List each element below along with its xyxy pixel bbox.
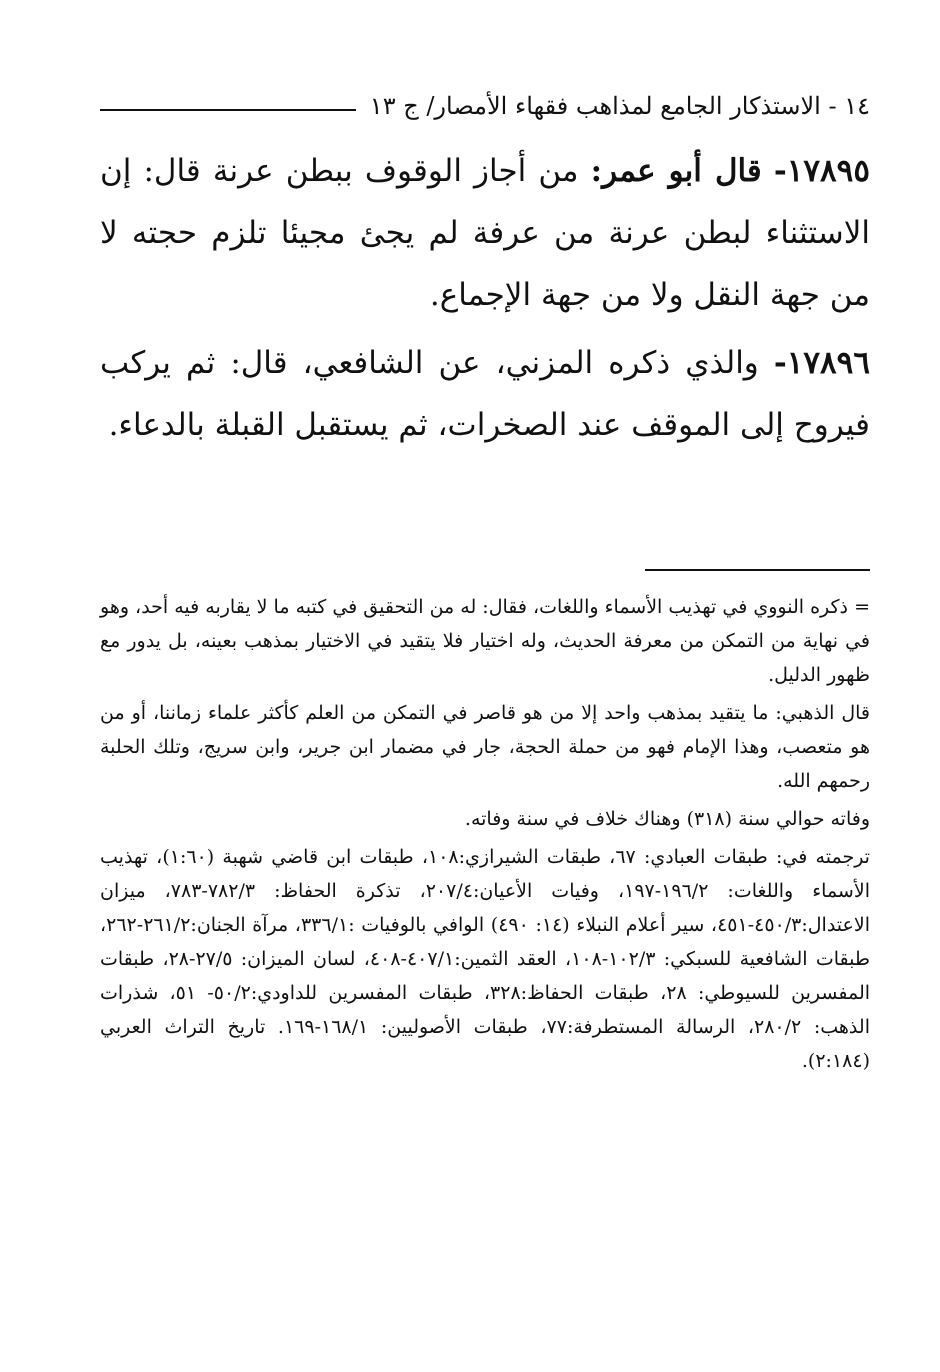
running-title: ١٤ - الاستذكار الجامع لمذاهب فقهاء الأمصار/ ج ١٣ <box>369 92 870 120</box>
footnote-line: قال الذهبي: ما يتقيد بمذهب واحد إلا من هو قاصر في التمكن من العلم كأكثر علماء زماننا، أو من هو متعصب، وهذا الإمام فهو من حملة الحجة، جار في مضمار ابن جرير، وابن سريج، وتلك الحلبة رحمهم الله. <box>100 702 870 792</box>
page-header <box>100 86 870 126</box>
header-rule <box>100 109 356 111</box>
footnote-line: = ذكره النووي في تهذيب الأسماء واللغات، فقال: له من التحقيق في كتبه ما لا يقاربه فيه أحد، وهو في نهاية من التمكن من معرفة الحديث، وله اختيار فلا يتقيد في الاختيار بمذهب بعينه، بل يدور مع ظهور الدليل. <box>100 596 870 686</box>
main-text <box>100 140 870 462</box>
paragraph-number: ١٧٨٩٥- <box>773 153 870 189</box>
paragraph-text: والذي ذكره المزني، عن الشافعي، قال: ثم يركب فيروح إلى الموقف عند الصخرات، ثم يستقبل القبلة بالدعاء. <box>100 345 870 443</box>
footnotes <box>100 590 870 1082</box>
footnote-line: وفاته حوالي سنة (٣١٨) وهناك خلاف في سنة وفاته. <box>464 808 870 830</box>
paragraph-17895 <box>100 140 870 326</box>
speaker-phrase: قال أبو عمر: <box>590 153 762 189</box>
footnote-separator <box>645 569 870 571</box>
paragraph-17896 <box>100 332 870 456</box>
footnote-line: ترجمته في: طبقات العبادي: ٦٧، طبقات الشيرازي:١٠٨، طبقات ابن قاضي شهبة (١:٦٠)، تهذيب الأسماء واللغات: ١٩٦/٢-١٩٧، وفيات الأعيان:٢٠٧/٤، تذكرة الحفاظ: ٧٨٢/٣-٧٨٣، ميزان الاعتدال:٤٥٠/٣-٤٥١، سير أعلام النبلاء (١٤: ٤٩٠) الوافي بالوفيات :٣٣٦/١، مرآة الجنان:٢٦١/٢-٢٦٢، طبقات الشافعية للسبكي: ١٠٢/٣-١٠٨، العقد الثمين:٤٠٧/١-٤٠٨، لسان الميزان: ٢٧/٥-٢٨، طبقات المفسرين للسيوطي: ٢٨، طبقات الحفاظ:٣٢٨، طبقات المفسرين للداودي:٥٠/٢- ٥١، شذرات الذهب: ٢٨٠/٢، الرسالة المستطرفة:٧٧، طبقات الأصوليين: ١٦٨/١-١٦٩. تاريخ التراث العربي (٢:١٨٤). <box>100 846 871 1072</box>
paragraph-number: ١٧٨٩٦- <box>773 345 870 381</box>
paragraph-text: من أجاز الوقوف ببطن عرنة قال: إن الاستثناء لبطن عرنة من عرفة لم يجئ مجيئا تلزم حجته لا من جهة النقل ولا من جهة الإجماع. <box>100 153 870 313</box>
